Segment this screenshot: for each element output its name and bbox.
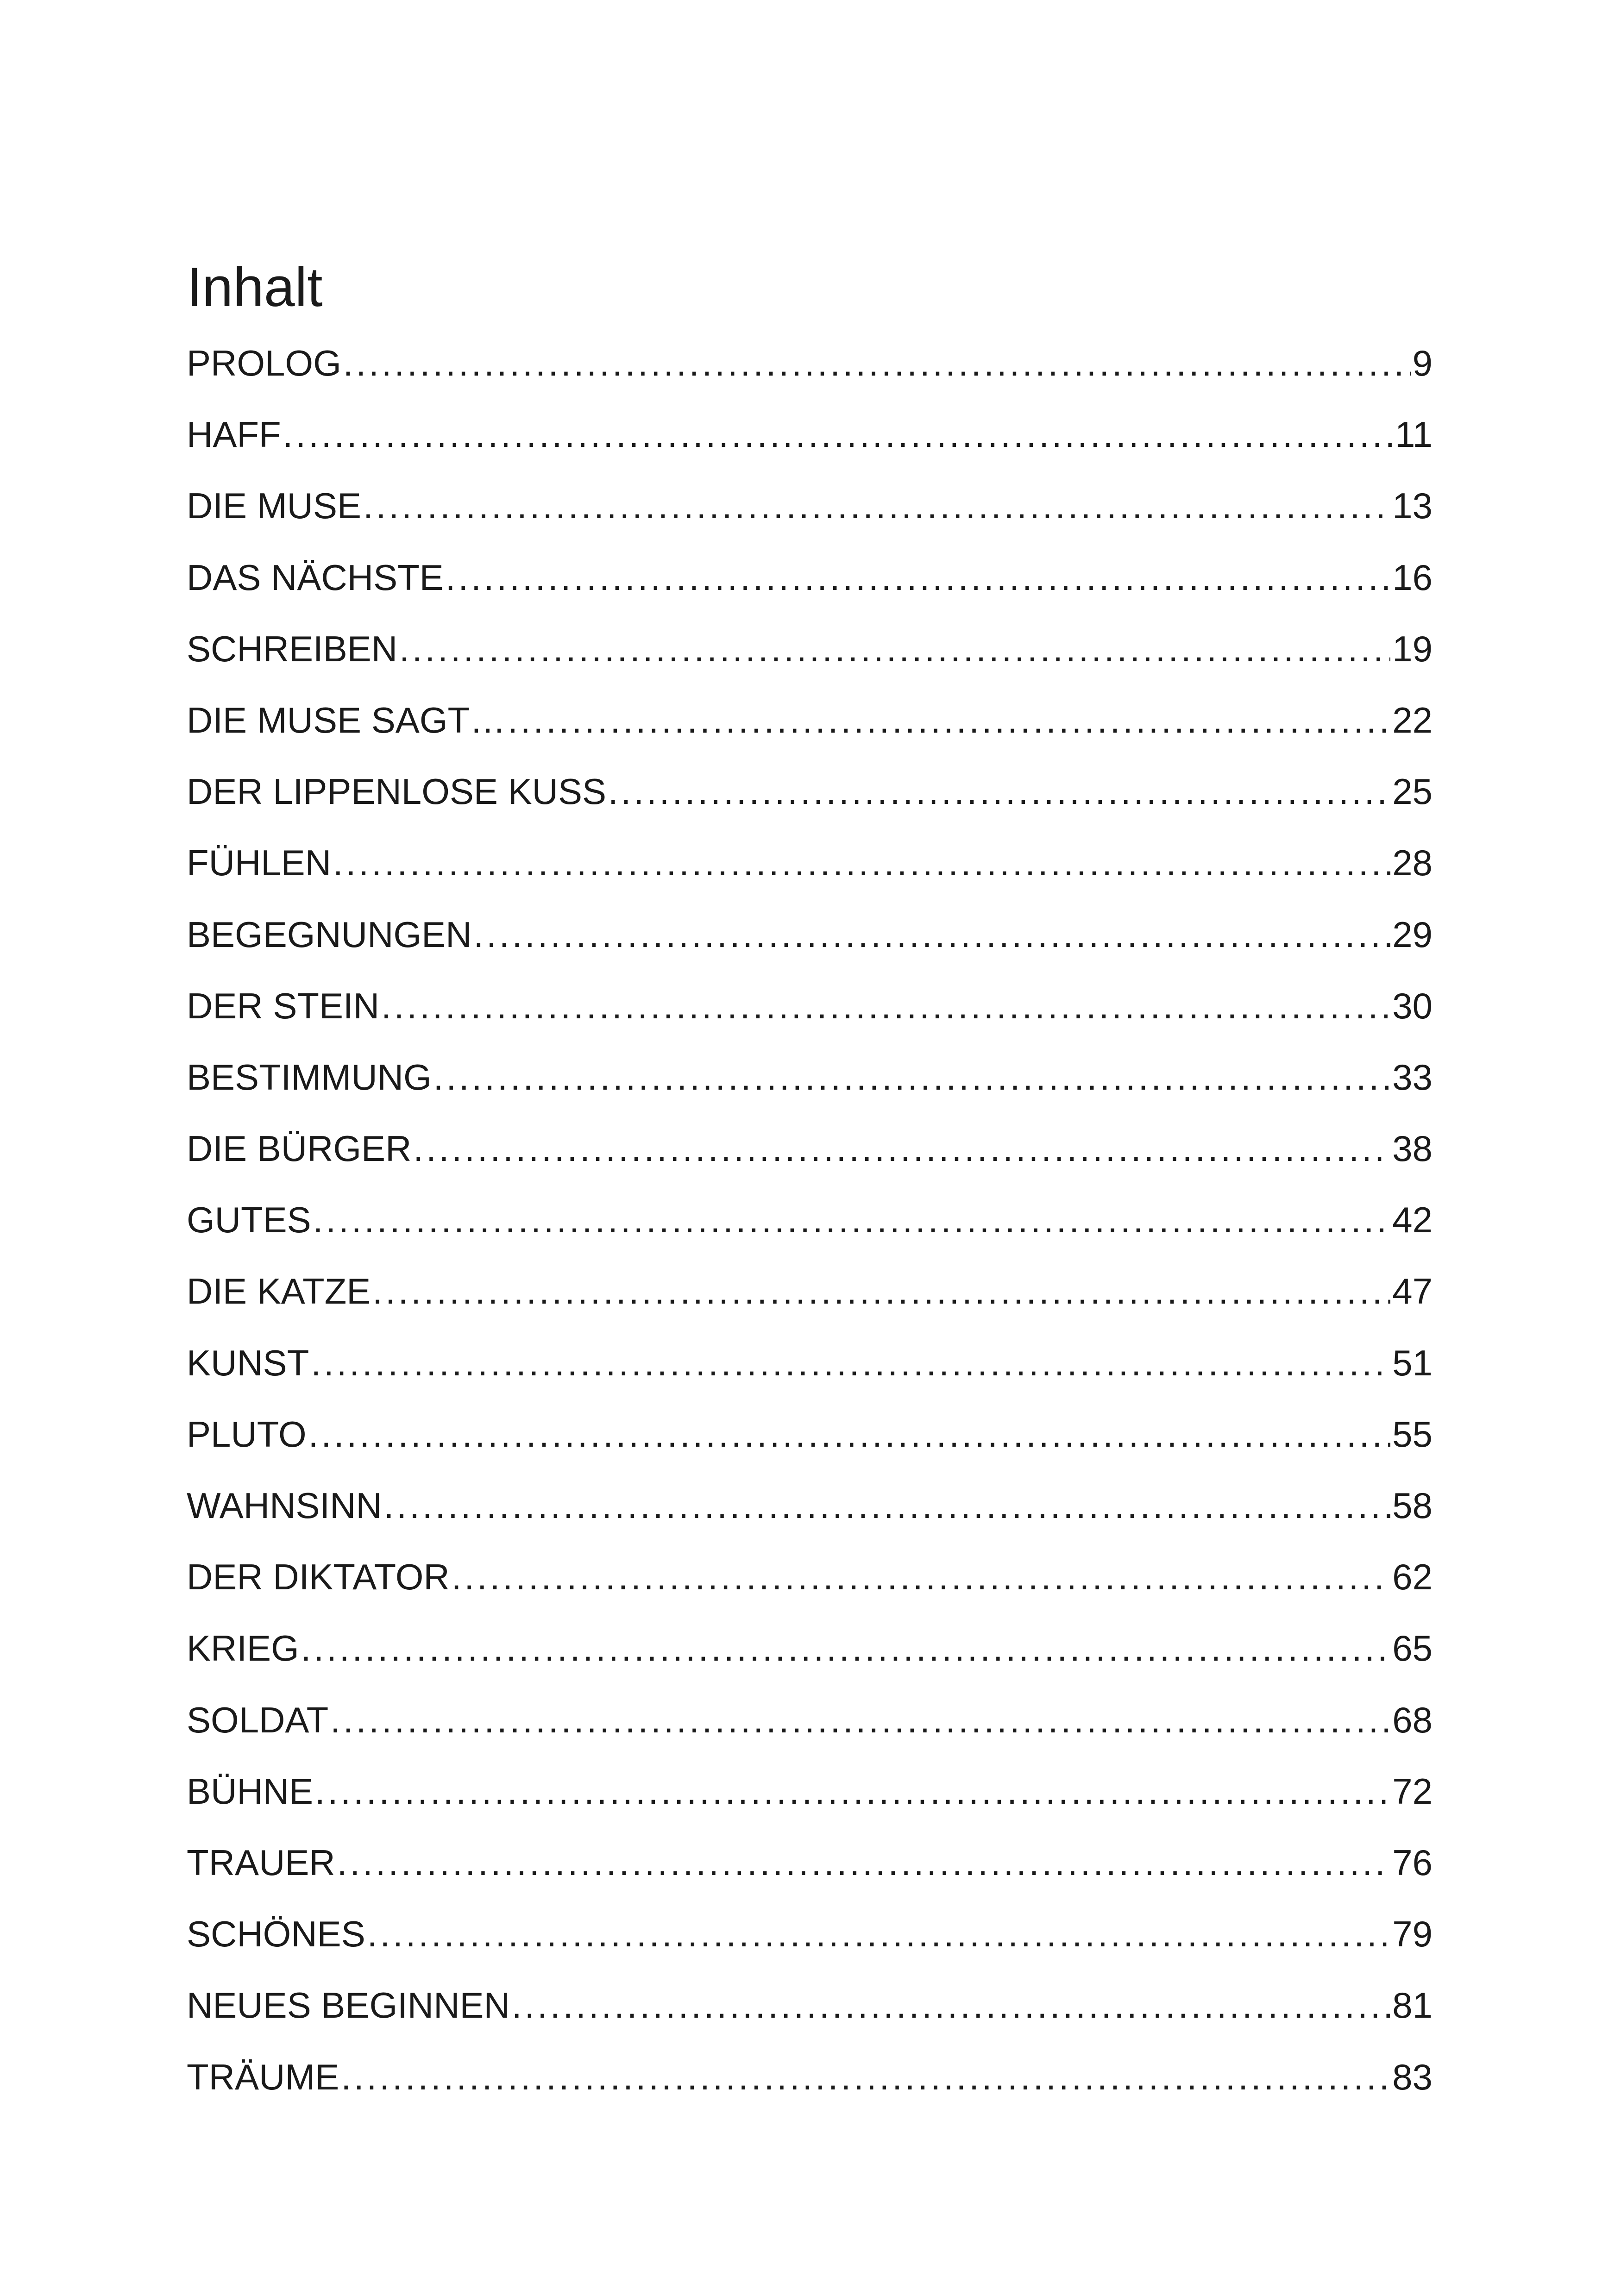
toc-entry — [187, 1916, 1433, 1987]
toc-dot-leader — [413, 1130, 1390, 1167]
toc-dot-leader — [313, 1202, 1391, 1238]
toc-entry-label: KUNST — [187, 1344, 309, 1383]
toc-entry-page: 76 — [1392, 1844, 1433, 1883]
toc-entry — [187, 1487, 1433, 1559]
toc-entry — [187, 773, 1433, 845]
toc-entry-label: PLUTO — [187, 1416, 307, 1455]
toc-entry-page: 58 — [1392, 1487, 1433, 1526]
toc-entry-label: NEUES BEGINNEN — [187, 1987, 510, 2026]
toc-entry-label: SCHÖNES — [187, 1916, 365, 1955]
toc-entry-page: 11 — [1395, 416, 1433, 455]
toc-entry-page: 55 — [1392, 1416, 1433, 1455]
toc-entry-page: 68 — [1392, 1701, 1433, 1740]
toc-dot-leader — [283, 416, 1393, 452]
toc-dot-leader — [330, 1702, 1390, 1738]
toc-dot-leader — [363, 488, 1390, 524]
toc-entry — [187, 702, 1433, 773]
toc-entry-page: 16 — [1392, 559, 1433, 598]
toc-entry — [187, 1130, 1433, 1202]
toc-entry-label: DIE KATZE — [187, 1273, 371, 1312]
toc-entry-label: KRIEG — [187, 1630, 299, 1669]
toc-entry-label: DIE MUSE — [187, 488, 362, 527]
toc-dot-leader — [337, 1844, 1391, 1881]
toc-entry-label: DIE BÜRGER — [187, 1130, 412, 1169]
toc-dot-leader — [333, 845, 1390, 881]
toc-dot-leader — [446, 559, 1390, 596]
toc-entry — [187, 488, 1433, 559]
toc-entry — [187, 1773, 1433, 1844]
toc-entry — [187, 631, 1433, 702]
toc-entry-label: BÜHNE — [187, 1773, 314, 1812]
toc-entry-page: 33 — [1392, 1059, 1433, 1098]
toc-entry-label: SCHREIBEN — [187, 630, 398, 669]
toc-entry-label: GUTES — [187, 1202, 311, 1241]
toc-dot-leader — [608, 773, 1390, 809]
toc-dot-leader — [384, 1487, 1390, 1524]
toc-entry-label: TRAUER — [187, 1844, 335, 1883]
toc-entry — [187, 1844, 1433, 1916]
toc-entry — [187, 1559, 1433, 1630]
toc-entry-page: 42 — [1392, 1202, 1433, 1241]
toc-dot-leader — [381, 988, 1390, 1024]
toc-entry-page: 25 — [1392, 773, 1433, 812]
toc-entry-page: 22 — [1392, 702, 1433, 740]
table-of-contents — [187, 345, 1433, 2130]
toc-entry — [187, 1987, 1433, 2058]
toc-dot-leader — [434, 1059, 1391, 1095]
toc-entry-label: WAHNSINN — [187, 1487, 382, 1526]
toc-entry-label: PROLOG — [187, 345, 341, 383]
toc-entry — [187, 1630, 1433, 1701]
toc-entry — [187, 1416, 1433, 1487]
toc-entry-page: 79 — [1392, 1916, 1433, 1955]
toc-entry-page: 83 — [1392, 2058, 1433, 2097]
toc-entry-page: 81 — [1392, 1987, 1433, 2026]
toc-dot-leader — [341, 2059, 1390, 2095]
toc-entry-page: 29 — [1392, 916, 1433, 955]
toc-dot-leader — [301, 1630, 1391, 1666]
toc-entry-label: DIE MUSE SAGT… — [187, 702, 506, 740]
toc-entry-label: DER STEIN — [187, 987, 380, 1026]
toc-dot-leader — [367, 1916, 1391, 1952]
toc-entry — [187, 1345, 1433, 1416]
toc-dot-leader — [508, 702, 1390, 738]
toc-entry — [187, 2059, 1433, 2130]
toc-entry — [187, 1702, 1433, 1773]
toc-entry-page: 51 — [1392, 1344, 1433, 1383]
toc-entry-label: BEGEGNUNGEN — [187, 916, 472, 955]
toc-entry-page: 72 — [1392, 1773, 1433, 1812]
toc-entry-label: SOLDAT — [187, 1701, 329, 1740]
toc-entry-page: 28 — [1392, 845, 1433, 884]
toc-dot-leader — [343, 345, 1411, 381]
toc-dot-leader — [473, 916, 1390, 953]
toc-entry-page: 38 — [1392, 1130, 1433, 1169]
toc-entry — [187, 416, 1433, 488]
toc-dot-leader — [399, 631, 1390, 667]
toc-dot-leader — [311, 1345, 1390, 1381]
toc-entry-label: FÜHLEN — [187, 845, 332, 884]
toc-entry — [187, 988, 1433, 1059]
toc-dot-leader — [372, 1273, 1390, 1309]
toc-entry-label: DER LIPPENLOSE KUSS — [187, 773, 606, 812]
toc-entry — [187, 1059, 1433, 1130]
toc-dot-leader — [452, 1559, 1391, 1595]
toc-entry-label: BESTIMMUNG — [187, 1059, 432, 1098]
toc-entry-page: 30 — [1392, 987, 1433, 1026]
toc-entry-page: 47 — [1392, 1273, 1433, 1312]
toc-entry-label: TRÄUME — [187, 2058, 339, 2097]
toc-entry-page: 13 — [1392, 488, 1433, 527]
toc-entry-label: DAS NÄCHSTE — [187, 559, 444, 598]
toc-entry-page: 19 — [1392, 630, 1433, 669]
toc-dot-leader — [512, 1987, 1390, 2023]
toc-entry — [187, 345, 1433, 416]
toc-entry — [187, 559, 1433, 631]
toc-entry-page: 62 — [1392, 1559, 1433, 1598]
toc-entry-label: HAFF — [187, 416, 281, 455]
toc-dot-leader — [308, 1416, 1391, 1452]
toc-entry-page: 65 — [1392, 1630, 1433, 1669]
toc-entry — [187, 1273, 1433, 1344]
toc-entry — [187, 845, 1433, 916]
toc-entry-label: DER DIKTATOR — [187, 1559, 450, 1598]
toc-entry — [187, 916, 1433, 988]
toc-entry-page: 9 — [1412, 345, 1433, 383]
toc-dot-leader — [315, 1773, 1390, 1809]
toc-entry — [187, 1202, 1433, 1273]
toc-title: Inhalt — [187, 256, 323, 318]
